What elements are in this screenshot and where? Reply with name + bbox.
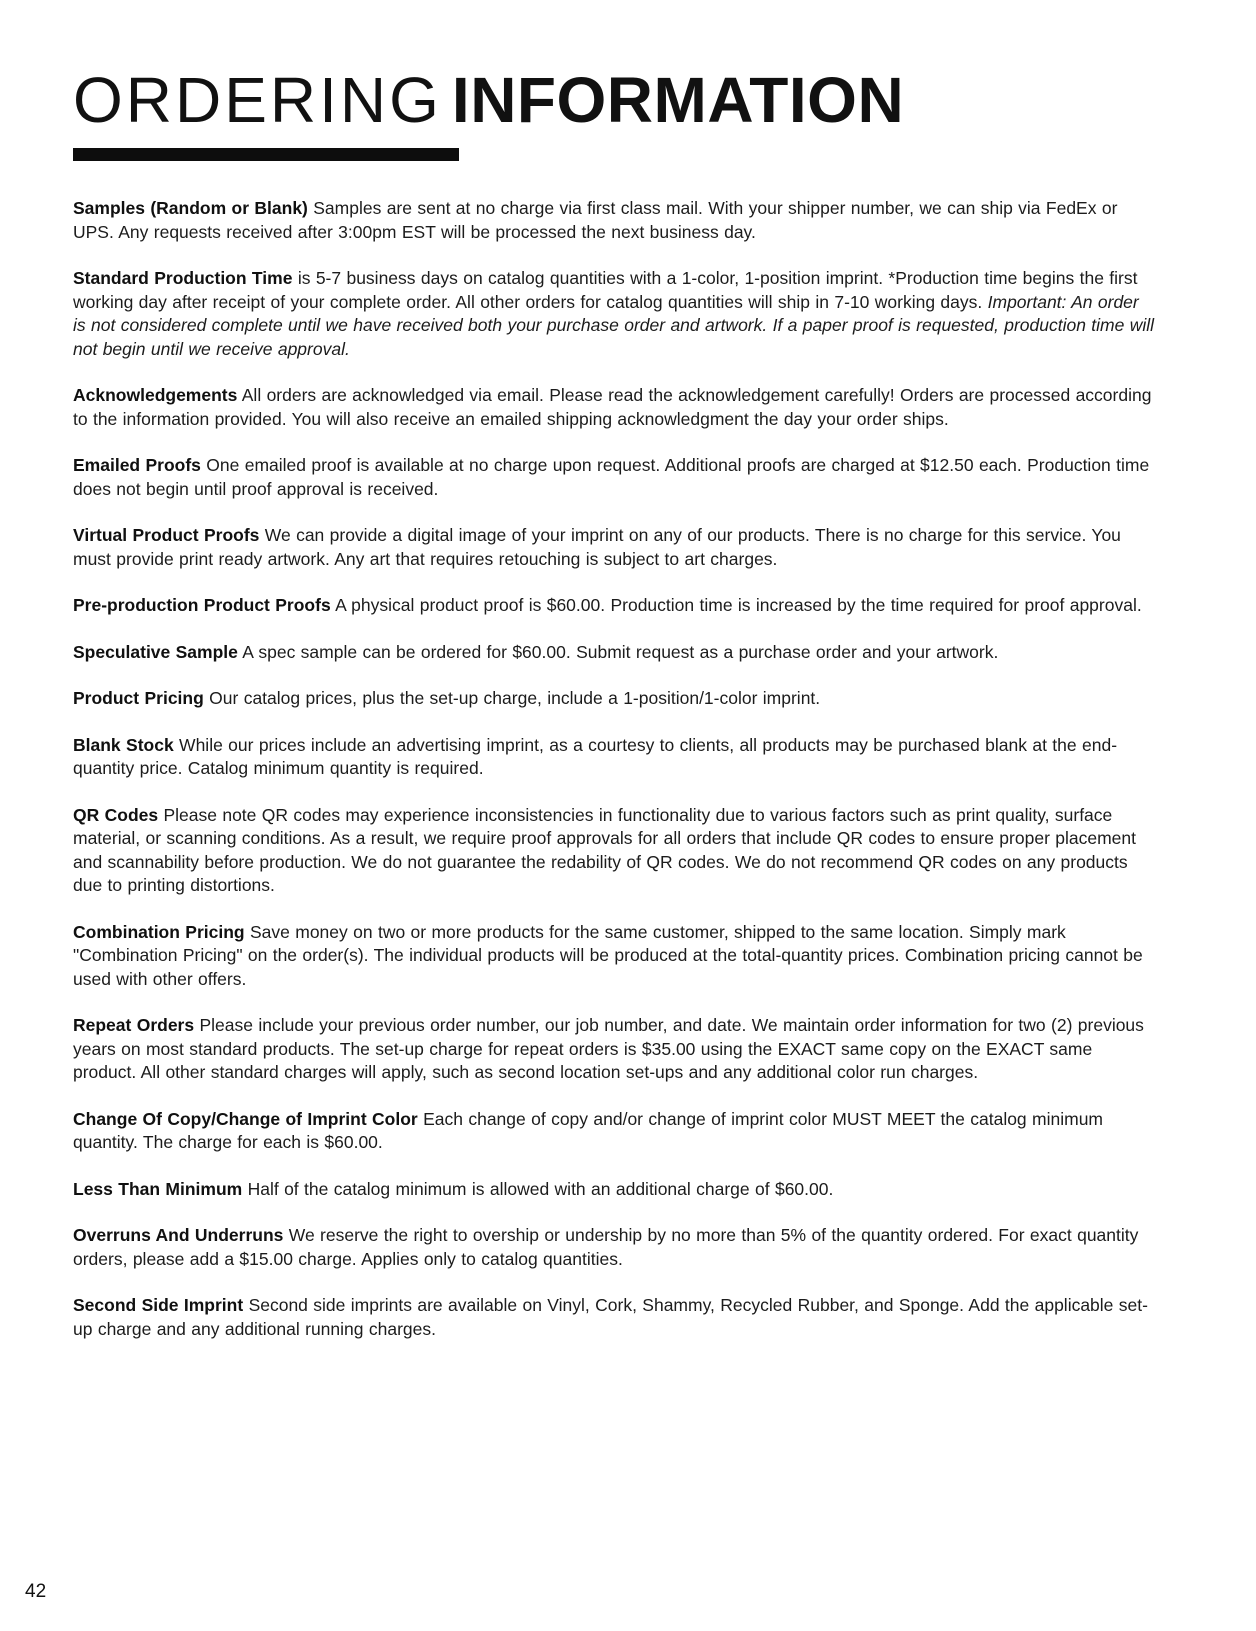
section-title: Virtual Product Proofs: [73, 525, 260, 545]
section-title: QR Codes: [73, 804, 159, 825]
section-body: A physical product proof is $60.00. Production time is increased by the time required for proof approval.: [330, 595, 1142, 615]
section-paragraph: [73, 454, 1155, 501]
section-title: Standard Production Time: [73, 268, 293, 288]
section-title: Less Than Minimum: [73, 1178, 243, 1199]
section-paragraph: [73, 1108, 1155, 1155]
section-paragraph: [73, 641, 1155, 665]
page-title-light: ORDERING: [73, 64, 442, 136]
section-title: Repeat Orders: [73, 1015, 195, 1035]
section-body: Please include your previous order number, our job number, and date. We maintain order information for two (2) previous years on most standard products. The set-up charge for repeat orders is $35.00 using the EXACT same copy on the EXACT same product. All other standard charges will apply, such as second location set-ups and any additional color run charges.: [73, 1015, 1144, 1082]
section-paragraph: [73, 197, 1155, 244]
section-paragraph: [73, 524, 1155, 571]
section-body: Samples are sent at no charge via first class mail. With your shipper number, we can ship via FedEx or UPS. Any requests received after 3:00pm EST will be processed the next business day.: [73, 198, 1118, 242]
title-underline-bar: [73, 148, 459, 161]
section-paragraph: [73, 594, 1155, 618]
section-body: Half of the catalog minimum is allowed with an additional charge of $60.00.: [242, 1178, 834, 1199]
section-title: Pre-production Product Proofs: [73, 595, 331, 615]
section-body: A spec sample can be ordered for $60.00. Submit request as a purchase order and your artwork.: [237, 641, 999, 662]
sections-list: [73, 197, 1155, 1341]
section-paragraph: [73, 1224, 1155, 1271]
section-paragraph: [73, 384, 1155, 431]
section-paragraph: [73, 734, 1155, 781]
section-paragraph: [73, 687, 1155, 711]
section-body: Save money on two or more products for the same customer, shipped to the same location. Simply mark "Combination Pricing" on the order(s). The individual products will be produced at the total-quantity prices. Combination pricing cannot be used with other offers.: [73, 921, 1143, 989]
section-paragraph: [73, 921, 1155, 992]
section-body: One emailed proof is available at no charge upon request. Additional proofs are charged at $12.50 each. Production time does not begin until proof approval is received.: [73, 455, 1150, 499]
section-body: We can provide a digital image of your imprint on any of our products. There is no charge for this service. You must provide print ready artwork. Any art that requires retouching is subject to art charges.: [73, 525, 1121, 569]
section-title: Product Pricing: [73, 688, 204, 708]
section-body: We reserve the right to overship or undership by no more than 5% of the quantity ordered. For exact quantity orders, please add a $15.00 charge. Applies only to catalog quantities.: [73, 1225, 1139, 1269]
section-body: Second side imprints are available on Vinyl, Cork, Shammy, Recycled Rubber, and Sponge. Add the applicable set-up charge and any additional running charges.: [73, 1295, 1148, 1339]
section-title: Combination Pricing: [73, 921, 245, 942]
section-paragraph: [73, 1294, 1155, 1341]
section-paragraph: [73, 1178, 1155, 1202]
section-paragraph: [73, 267, 1155, 361]
page-title: [73, 64, 1155, 136]
section-body: While our prices include an advertising imprint, as a courtesy to clients, all products may be purchased blank at the end-quantity price. Catalog minimum quantity is required.: [73, 734, 1118, 778]
section-paragraph: [73, 804, 1155, 898]
section-title: Emailed Proofs: [73, 455, 201, 475]
section-body: Each change of copy and/or change of imprint color MUST MEET the catalog minimum quantity. The charge for each is $60.00.: [73, 1108, 1104, 1152]
page-number: 42: [25, 1581, 47, 1602]
section-title: Blank Stock: [73, 734, 174, 755]
section-title: Change Of Copy/Change of Imprint Color: [73, 1108, 418, 1129]
section-body: is 5-7 business days on catalog quantities with a 1-color, 1-position imprint. *Production time begins the first working day after receipt of your complete order. All other orders for catalog quantities will ship in 7-10 working days.: [73, 268, 1138, 312]
page-header: [73, 64, 1155, 161]
section-title: Samples (Random or Blank): [73, 198, 308, 218]
section-title: Overruns And Underruns: [73, 1225, 284, 1245]
section-body: Our catalog prices, plus the set-up charge, include a 1-position/1-color imprint.: [203, 688, 821, 708]
page-content: [73, 64, 1155, 1364]
section-body: All orders are acknowledged via email. Please read the acknowledgement carefully! Orders are processed according to the information provided. You will also receive an emailed shipping acknowledgment the day your order ships.: [73, 385, 1152, 429]
section-title: Second Side Imprint: [73, 1295, 244, 1315]
section-body: Please note QR codes may experience inconsistencies in functionality due to various factors such as print quality, surface material, or scanning conditions. As a result, we require proof approvals for all orders that include QR codes to ensure proper placement and scannability before production. We do not guarantee the redability of QR codes. We do not recommend QR codes on any products due to printing distortions.: [73, 804, 1136, 895]
page-title-bold: INFORMATION: [451, 64, 905, 136]
section-body-italic: Important: An order is not considered complete until we have received both your purchase order and artwork. If a paper proof is requested, production time will not begin until we receive approval.: [73, 291, 1155, 359]
section-paragraph: [73, 1014, 1155, 1085]
section-title: Acknowledgements: [73, 385, 238, 405]
section-title: Speculative Sample: [73, 641, 238, 662]
